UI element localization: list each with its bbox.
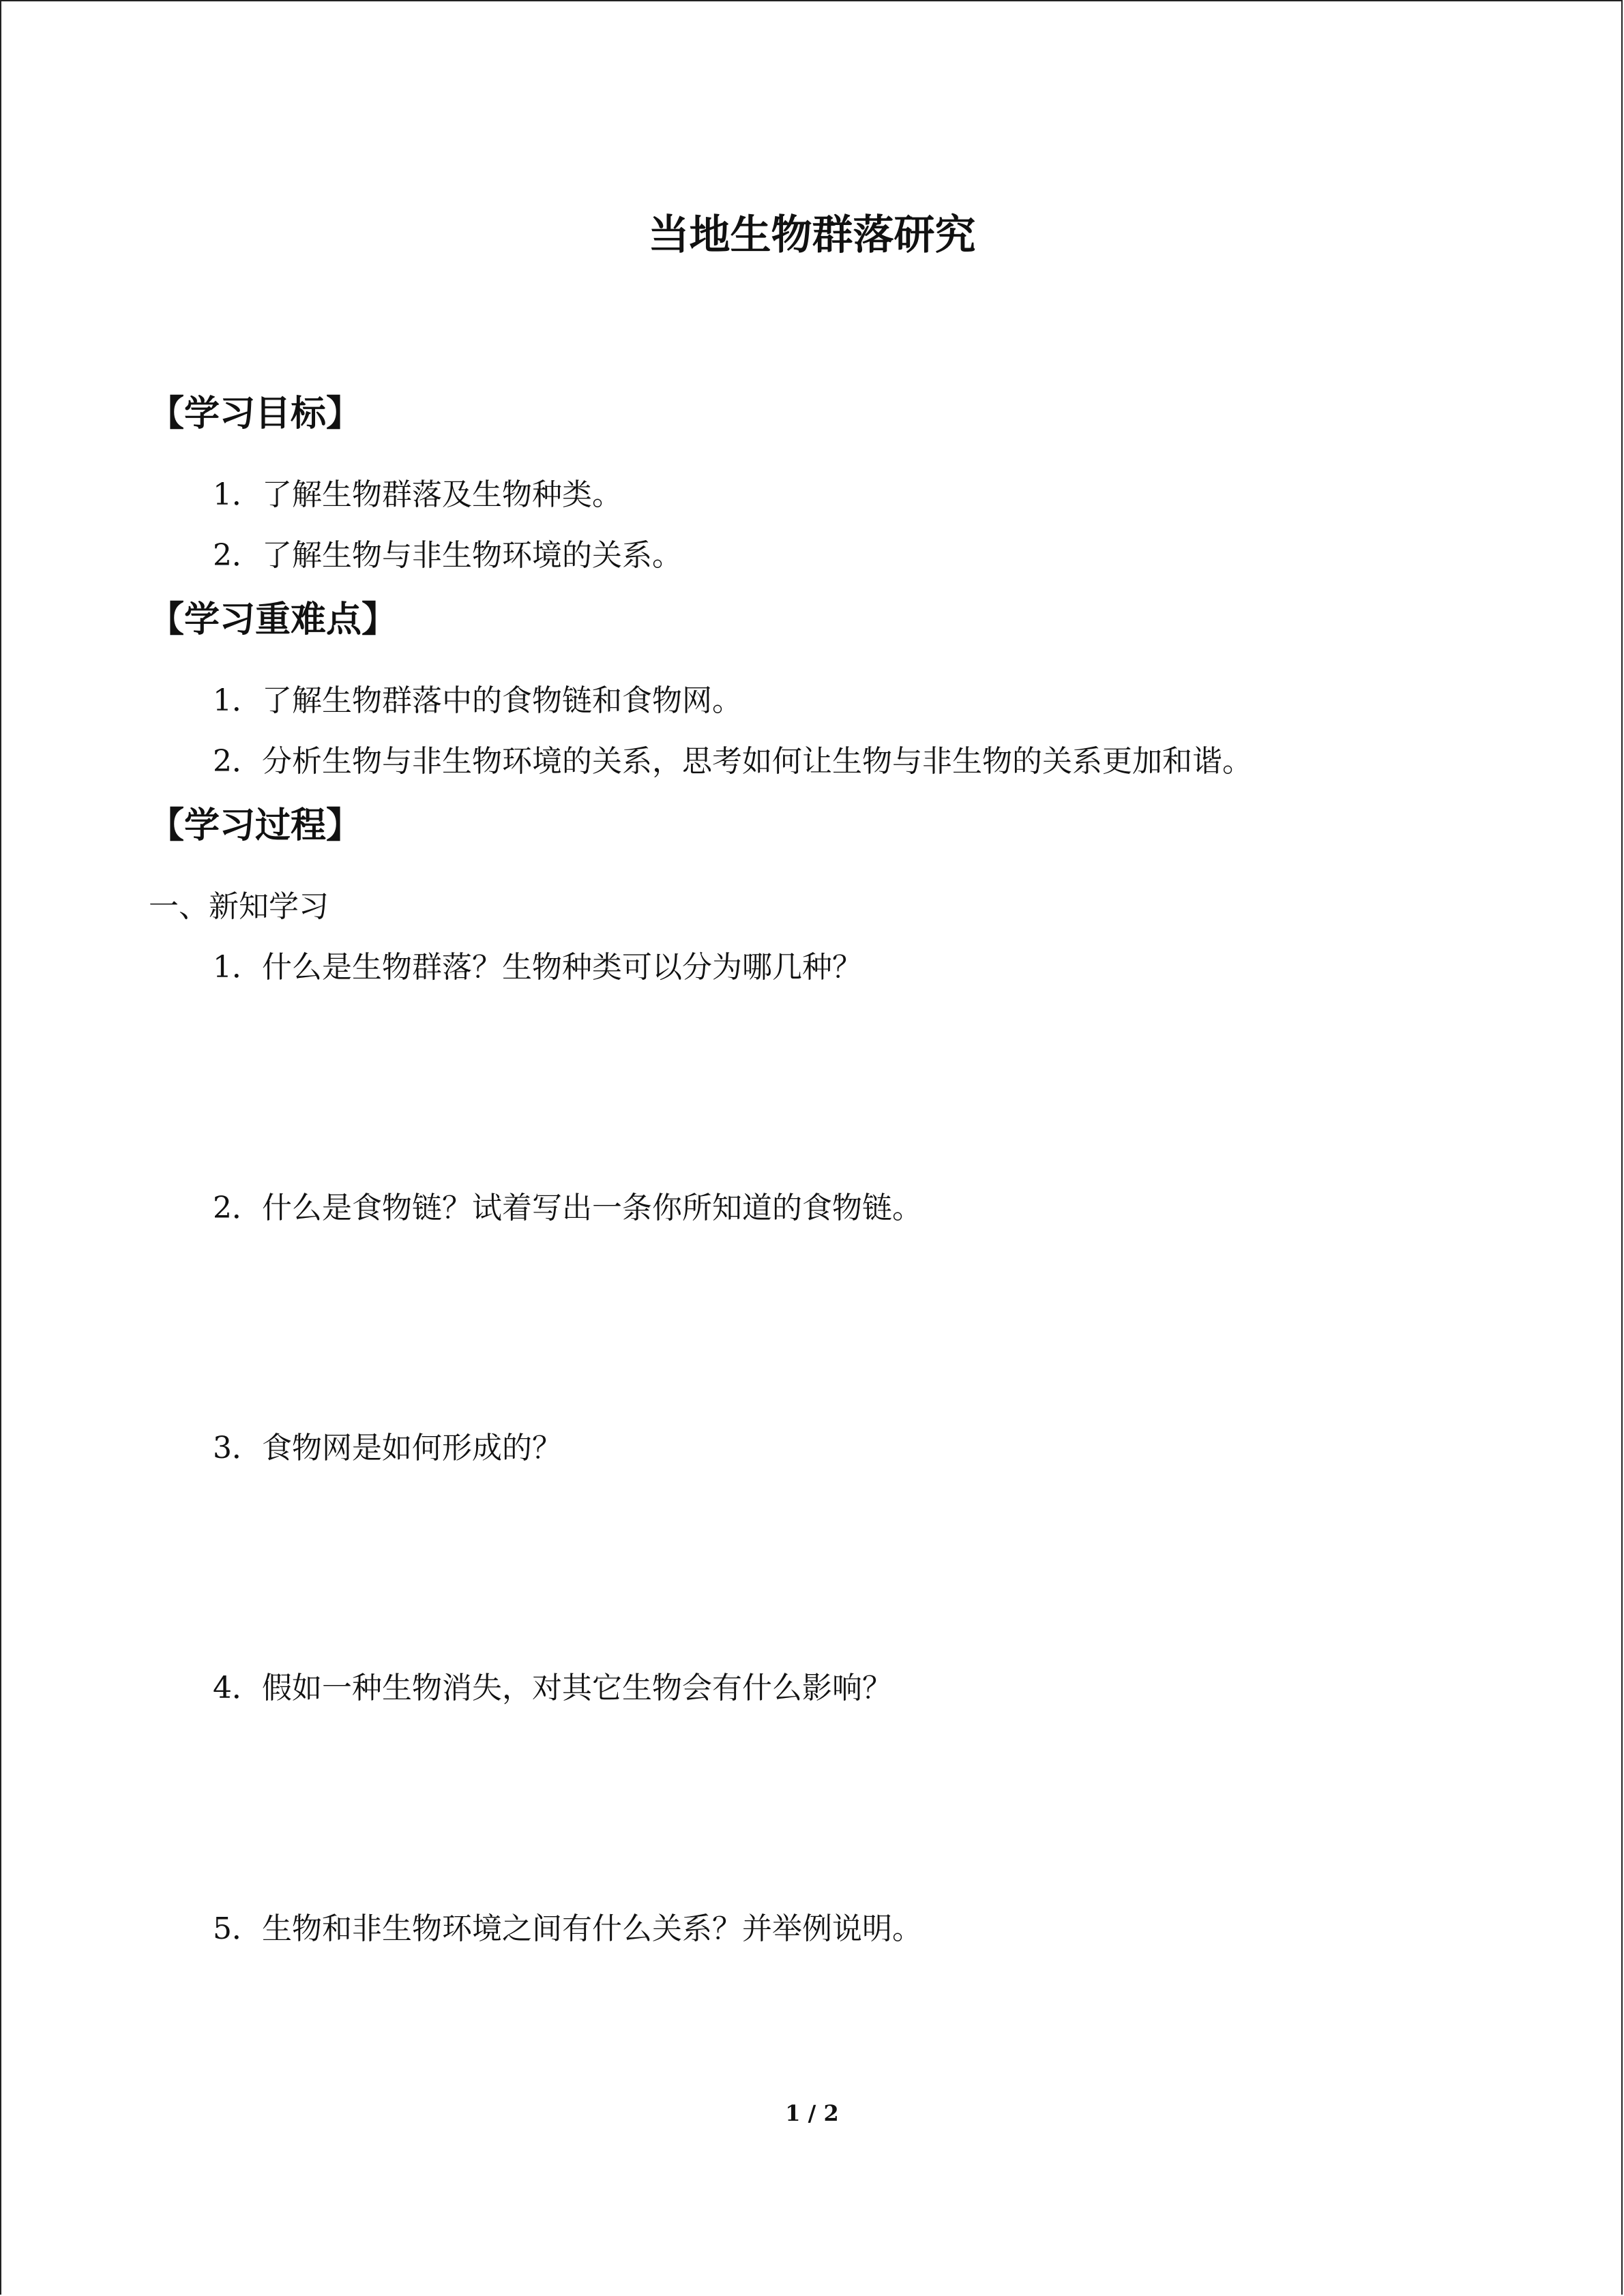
- key-point-item-number: 1．: [213, 683, 262, 718]
- question-text: 生物和非生物环境之间有什么关系？并举例说明。: [262, 1911, 922, 1946]
- key-point-item-text: 了解生物群落中的食物链和食物网。: [262, 683, 742, 718]
- objective-item: [213, 475, 622, 516]
- objective-item-number: 2．: [213, 538, 262, 573]
- question-item: [213, 1909, 922, 1950]
- section-heading-key-points: 【学习重难点】: [149, 599, 398, 640]
- question-number: 4．: [213, 1671, 262, 1705]
- question-number: 2．: [213, 1191, 262, 1225]
- question-number: 3．: [213, 1431, 262, 1465]
- question-item: [213, 1668, 892, 1709]
- question-item: [213, 1428, 562, 1469]
- question-text: 什么是食物链？试着写出一条你所知道的食物链。: [262, 1191, 922, 1225]
- key-point-item: [213, 681, 742, 721]
- document-title: 当地生物群落研究: [648, 211, 976, 259]
- question-text: 什么是生物群落？生物种类可以分为哪几种？: [262, 950, 862, 985]
- objective-item-text: 了解生物与非生物环境的关系。: [262, 538, 682, 573]
- objective-item-number: 1．: [213, 477, 262, 512]
- question-text: 假如一种生物消失，对其它生物会有什么影响？: [262, 1671, 892, 1705]
- objective-item-text: 了解生物群落及生物种类。: [262, 477, 622, 512]
- key-point-item: [213, 741, 1252, 782]
- question-item: [213, 947, 862, 988]
- objective-item: [213, 535, 682, 576]
- key-point-item-text: 分析生物与非生物环境的关系，思考如何让生物与非生物的关系更加和谐。: [262, 744, 1252, 779]
- subsection-new-knowledge: 一、新知学习: [149, 889, 329, 924]
- key-point-item-number: 2．: [213, 744, 262, 779]
- question-number: 1．: [213, 950, 262, 985]
- question-item: [213, 1188, 922, 1229]
- section-heading-objectives: 【学习目标】: [149, 393, 362, 434]
- question-number: 5．: [213, 1911, 262, 1946]
- page-number: 1 / 2: [785, 2100, 839, 2126]
- section-heading-process: 【学习过程】: [149, 805, 362, 846]
- question-text: 食物网是如何形成的？: [262, 1431, 562, 1465]
